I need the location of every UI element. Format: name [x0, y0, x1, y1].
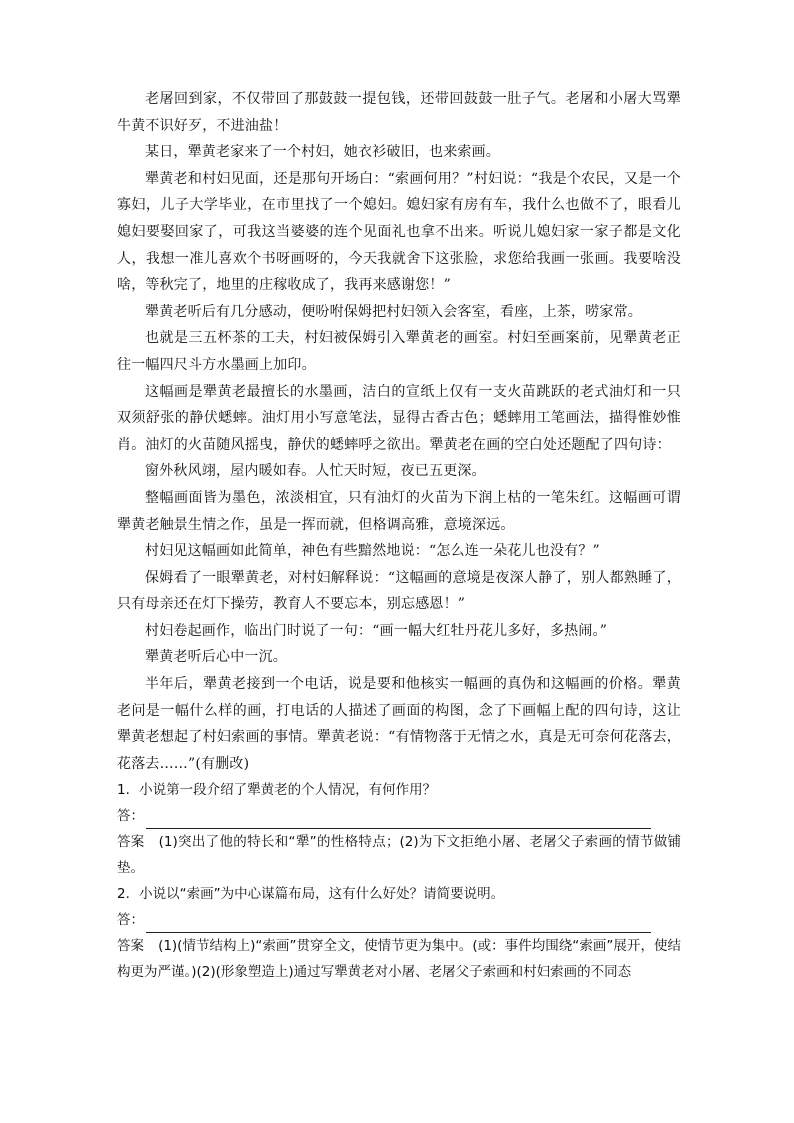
answer-underline: [146, 915, 651, 933]
answer-prefix: 答：: [117, 912, 144, 929]
story-paragraph: 犟黄老听后有几分感动，便吩咐保姆把村妇领入会客室，看座，上茶，唠家常。: [145, 303, 642, 320]
story-paragraph: 半年后，犟黄老接到一个电话，说是要和他核实一幅画的真伪和这幅画的价格。犟黄老问是一幅什么样的画，打电话的人描述了画面的构图，念了下画幅上配的四句诗，这让犟黄老想起了村妇索画的事情。犟黄老说：“有情物落于无情之水，真是无可奈何花落去，花落去……”(有删改): [117, 676, 681, 772]
question-2-prompt: [117, 881, 681, 907]
story-paragraph: 也就是三五杯茶的工夫，村妇被保姆引入犟黄老的画室。村妇至画案前，见犟黄老正往一幅四尺斗方水墨画上加印。: [117, 330, 681, 373]
answer-label: 答案: [117, 834, 145, 851]
story-text: [117, 86, 681, 777]
story-paragraph: 村妇卷起画作，临出门时说了一句：“画一幅大红牡丹花儿多好，多热闹。”: [145, 622, 608, 639]
question-number: 2．: [117, 886, 140, 903]
question-1: [117, 777, 681, 881]
answer-text: (1)突出了他的特长和“犟”的性格特点；(2)为下文拒绝小屠、老屠父子索画的情节做铺垫。: [117, 834, 682, 877]
question-text: 小说以“索画”为中心谋篇布局，这有什么好处？请简要说明。: [139, 886, 505, 903]
answer-underline: [146, 811, 651, 829]
story-paragraph: 某日，犟黄老家来了一个村妇，她衣衫破旧，也来索画。: [145, 144, 500, 161]
question-2: [117, 881, 681, 985]
story-paragraph: 这幅画是犟黄老最擅长的水墨画，洁白的宣纸上仅有一支火苗跳跃的老式油灯和一只双须舒张的静伏蟋蟀。油灯用小写意笔法，显得古香古色；蟋蟀用工笔画法，描得惟妙惟肖。油灯的火苗随风摇曳，静伏的蟋蟀呼之欲出。犟黄老在画的空白处还题配了四句诗：: [117, 383, 681, 453]
answer-blank-line[interactable]: [117, 803, 681, 829]
questions-section: [117, 777, 681, 985]
question-1-prompt: [117, 777, 681, 803]
story-paragraph: 保姆看了一眼犟黄老，对村妇解释说：“这幅画的意境是夜深人静了，别人都熟睡了，只有母亲还在灯下操劳，教育人不要忘本，别忘感恩！”: [117, 569, 681, 613]
answer-blank-line[interactable]: [117, 907, 681, 933]
question-text: 小说第一段介绍了犟黄老的个人情况，有何作用？: [139, 782, 437, 799]
story-paragraph: 整幅画面皆为墨色，浓淡相宜，只有油灯的火苗为下润上枯的一笔朱红。这幅画可谓犟黄老触景生情之作，虽是一挥而就，但格调高雅，意境深远。: [117, 489, 681, 533]
question-number: 1．: [117, 782, 140, 799]
story-paragraph: 犟黄老和村妇见面，还是那句开场白：“索画何用？”村妇说：“我是个农民，又是一个寡妇，儿子大学毕业，在市里找了一个媳妇。媳妇家有房有车，我什么也做不了，眼看儿媳妇要娶回家了，可我这当婆婆的连个见面礼也拿不出来。听说儿媳妇家一家子都是文化人，我想一准儿喜欢个书呀画呀的，今天我就舍下这张脸，求您给我画一张画。我要啥没啥，等秋完了，地里的庄稼收成了，我再来感谢您！”: [117, 170, 681, 294]
answer-label: 答案: [117, 938, 145, 955]
story-paragraph: 村妇见这幅画如此简单，神色有些黯然地说：“怎么连一朵花儿也没有？”: [145, 543, 600, 560]
answer-prefix: 答：: [117, 808, 144, 825]
answer-text: (1)(情节结构上)“索画”贯穿全文，使情节更为集中。(或：事件均围绕“索画”展开，使结构更为严谨。)(2)(形象塑造上)通过写犟黄老对小屠、老屠父子索画和村妇索画的不同态: [117, 938, 682, 981]
question-1-answer: [117, 829, 681, 881]
story-paragraph: 犟黄老听后心中一沉。: [145, 649, 287, 666]
question-2-answer: [117, 933, 681, 985]
document-page: [117, 86, 681, 985]
poem-line: 窗外秋风翊，屋内暖如春。人忙天时短，夜已五更深。: [145, 463, 486, 480]
story-paragraph: 老屠回到家，不仅带回了那鼓鼓一提包钱，还带回鼓鼓一肚子气。老屠和小屠大骂犟牛黄不识好歹，不进油盐！: [117, 91, 681, 134]
